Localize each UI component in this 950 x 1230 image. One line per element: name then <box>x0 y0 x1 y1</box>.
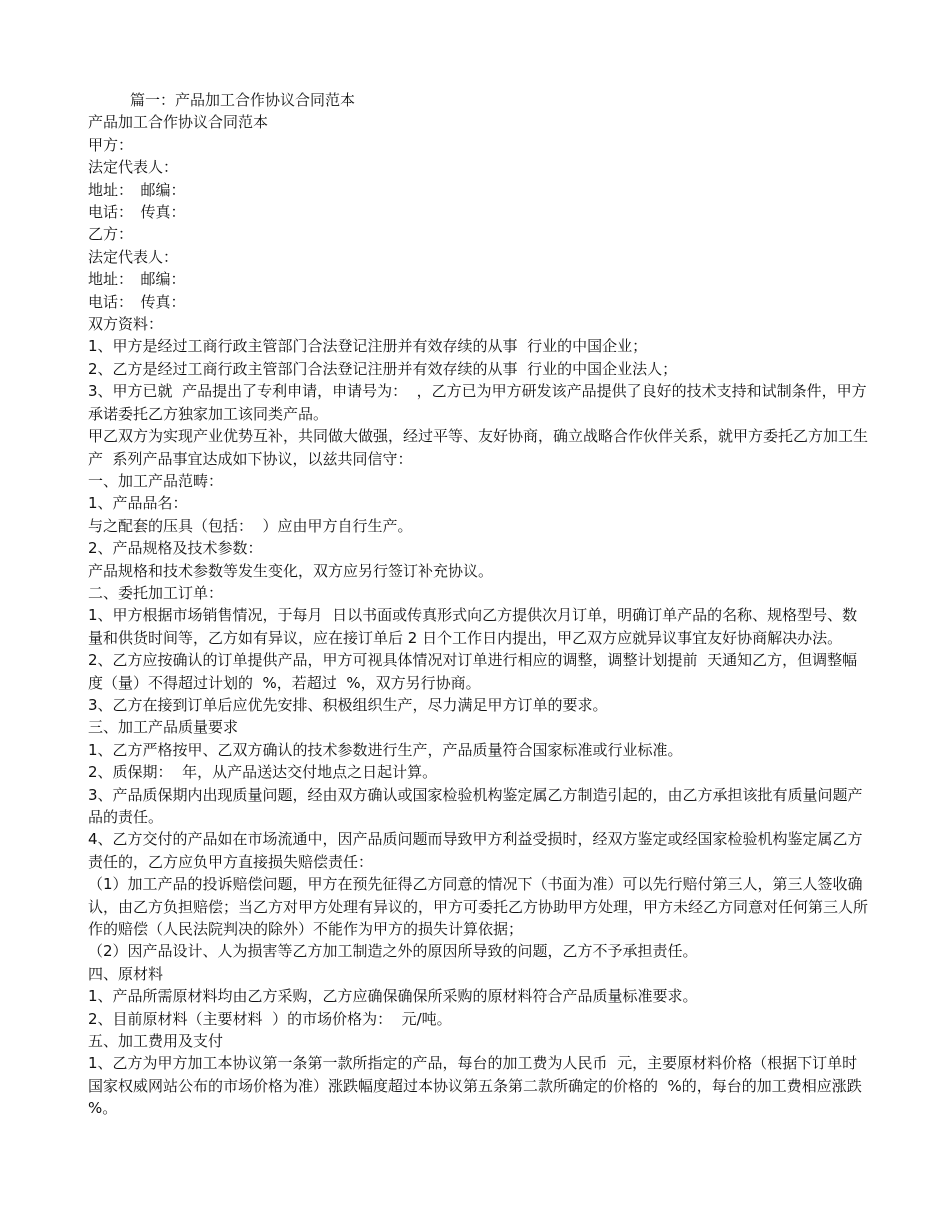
paragraph: （2）因产品设计、人为损害等乙方加工制造之外的原因所导致的问题，乙方不予承担责任。 <box>88 942 698 961</box>
party-a-representative: 法定代表人： <box>88 158 179 177</box>
paragraph: 1、产品所需原材料均由乙方采购，乙方应确保确保所采购的原材料符合产品质量标准要求。 <box>88 987 698 1006</box>
clause-heading: 二、委托加工订单： <box>88 583 224 602</box>
party-b-address: 地址： 邮编： <box>88 270 186 289</box>
party-b-phone: 电话： 传真： <box>88 292 186 311</box>
party-b-label: 乙方： <box>88 225 134 244</box>
paragraph: 1、甲方根据市场销售情况，于每月 日以书面或传真形式向乙方提供次月订单，明确订单产品的名称、规格型号、数量和供货时间等，乙方如有异议，应在接订单后 2 日个工作日内提出，甲乙双方应就异议事宜友好协商解决办法。 <box>88 606 858 647</box>
party-b-representative: 法定代表人： <box>88 247 179 266</box>
party-a-label: 甲方： <box>88 135 134 154</box>
paragraph: （1）加工产品的投诉赔偿问题，甲方在预先征得乙方同意的情况下（书面为准）可以先行赔付第三人，第三人签收确认，由乙方负担赔偿；当乙方对甲方处理有异议的，甲方可委托乙方协助甲方处理，甲方未经乙方同意对任何第三人所作的赔偿（人民法院判决的除外）不能作为甲方的损失计算依据； <box>88 875 869 939</box>
paragraph: 3、甲方已就 产品提出了专利申请，申请号为： ，乙方已为甲方研发该产品提供了良好的技术支持和试制条件，甲方承诺委托乙方独家加工该同类产品。 <box>88 382 867 423</box>
paragraph: 1、甲方是经过工商行政主管部门合法登记注册并有效存续的从事 行业的中国企业； <box>88 337 648 356</box>
document-body <box>88 89 872 1120</box>
clause-heading: 四、原材料 <box>88 964 164 983</box>
party-a-phone: 电话： 传真： <box>88 203 186 222</box>
paragraph: 2、乙方是经过工商行政主管部门合法登记注册并有效存续的从事 行业的中国企业法人； <box>88 359 678 378</box>
parties-info-heading: 双方资料： <box>88 315 164 334</box>
paragraph: 1、乙方严格按甲、乙双方确认的技术参数进行生产，产品质量符合国家标准或行业标准。 <box>88 740 683 759</box>
clause-heading: 五、加工费用及支付 <box>88 1032 224 1051</box>
paragraph: 1、乙方为甲方加工本协议第一条第一款所指定的产品，每台的加工费为人民币 元，主要原材料价格（根据下订单时国家权威网站公布的市场价格为准）涨跌幅度超过本协议第五条第二款所确定的价格的 %的，每台的加工费相应涨跌 %。 <box>88 1054 872 1118</box>
paragraph: 2、产品规格及技术参数： <box>88 539 263 558</box>
paragraph: 2、目前原材料（主要材料 ）的市场价格为： 元/吨。 <box>88 1009 452 1028</box>
paragraph: 2、质保期： 年，从产品送达交付地点之日起计算。 <box>88 763 438 782</box>
paragraph: 与之配套的压具（包括： ）应由甲方自行生产。 <box>88 516 413 535</box>
clause-heading: 一、加工产品范畴： <box>88 471 224 490</box>
paragraph: 产品规格和技术参数等发生变化，双方应另行签订补充协议。 <box>88 561 494 580</box>
clause-heading: 三、加工产品质量要求 <box>88 718 239 737</box>
paragraph: 甲乙双方为实现产业优势互补，共同做大做强，经过平等、友好协商，确立战略合作伙伴关系，就甲方委托乙方加工生产 系列产品事宜达成如下协议，以兹共同信守： <box>88 427 869 468</box>
paragraph: 4、乙方交付的产品如在市场流通中，因产品质问题而导致甲方利益受损时，经双方鉴定或经国家检验机构鉴定属乙方责任的，乙方应负甲方直接损失赔偿责任： <box>88 830 863 871</box>
paragraph: 3、产品质保期内出现质量问题，经由双方确认或国家检验机构鉴定属乙方制造引起的，由乙方承担该批有质量问题产品的责任。 <box>88 785 863 826</box>
party-a-address: 地址： 邮编： <box>88 180 186 199</box>
paragraph: 2、乙方应按确认的订单提供产品，甲方可视具体情况对订单进行相应的调整，调整计划提前 天通知乙方，但调整幅度（量）不得超过计划的 %，若超过 %，双方另行协商。 <box>88 651 858 692</box>
paragraph: 1、产品品名： <box>88 494 188 513</box>
section-heading: 篇一：产品加工合作协议合同范本 <box>130 91 356 109</box>
paragraph: 3、乙方在接到订单后应优先安排、积极组织生产，尽力满足甲方订单的要求。 <box>88 695 608 714</box>
document-title: 产品加工合作协议合同范本 <box>88 113 269 132</box>
